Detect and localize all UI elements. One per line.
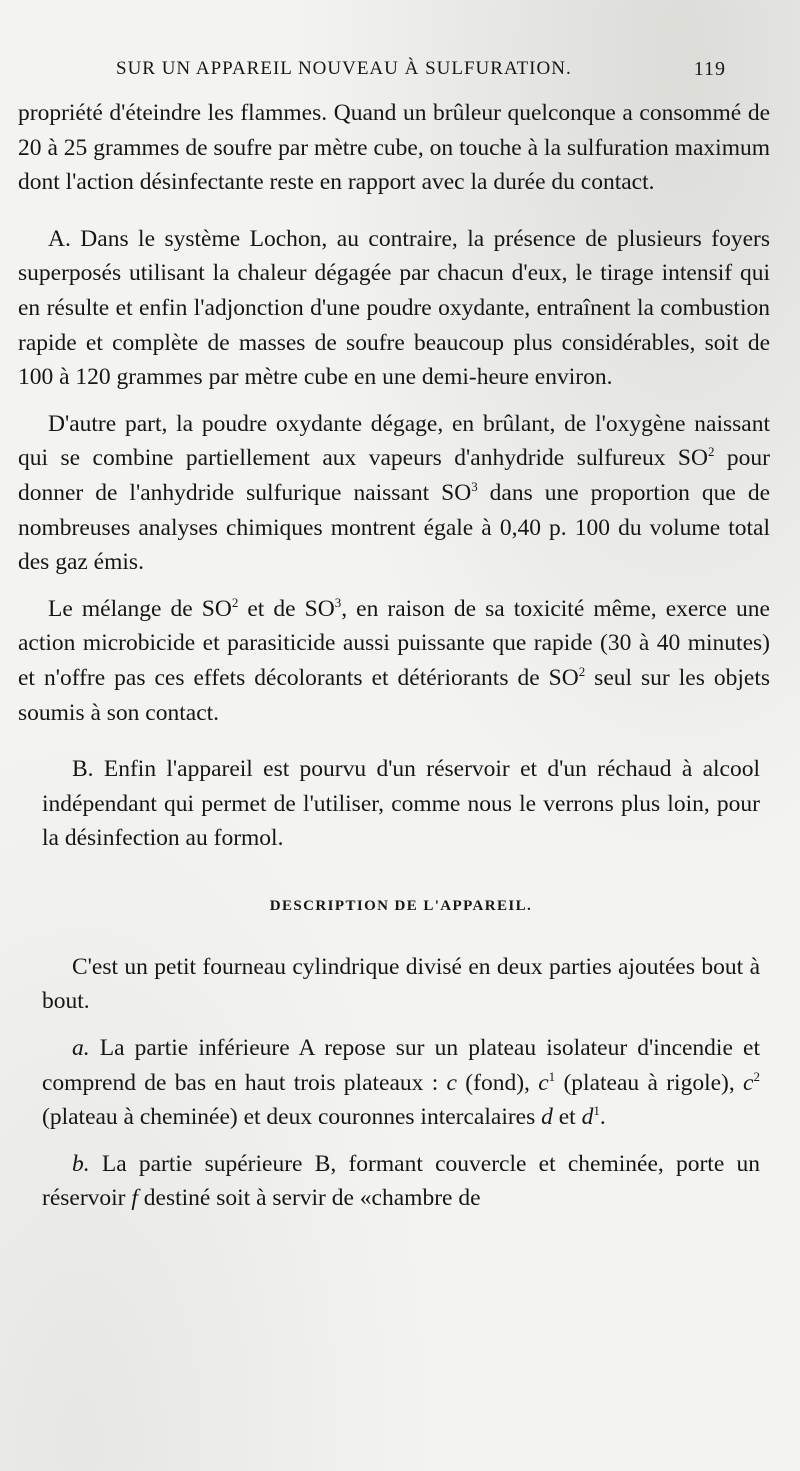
variable: f [131, 1185, 138, 1212]
text-run: et de SO [238, 595, 335, 622]
running-title: SUR UN APPAREIL NOUVEAU À SULFURATION. [116, 58, 572, 79]
lower-text-block [18, 752, 770, 1216]
text-run: pour donner de l'anhydride sulfurique naissant SO [18, 445, 770, 506]
body-text [18, 96, 770, 1216]
superscript: 3 [471, 479, 478, 495]
text-run: dans une proportion que de nombreuses analyses chimiques montrent égale à 0,40 p. 100 du volume total des gaz émis. [18, 479, 770, 576]
variable: c [446, 1069, 457, 1096]
section-title: DESCRIPTION DE L'APPAREIL. [269, 897, 533, 914]
paragraph-oxidizing-powder [18, 407, 770, 580]
text-run: et [552, 1104, 582, 1131]
superscript: 3 [334, 594, 342, 610]
paragraph-continuation: propriété d'éteindre les flammes. Quand un brûleur quelconque a consommé de 20 à 25 grammes de soufre par mètre cube, on touche à la sulfuration maximum dont l'action désinfectante reste en rapport avec la durée du contact. [18, 100, 770, 196]
text-run: (plateau à cheminée) et deux couronnes intercalaires [42, 1104, 542, 1131]
text-run: Le mélange de SO [48, 595, 232, 622]
superscript: 1 [548, 1068, 556, 1084]
paragraph-upper-part [42, 1147, 760, 1216]
variable: c [538, 1069, 549, 1096]
text-run: La partie supérieure B, formant couvercle et cheminée, porte un réservoir [42, 1150, 760, 1212]
superscript: 2 [578, 664, 586, 680]
variable: d [541, 1104, 553, 1131]
paragraph-lower-part [42, 1031, 760, 1135]
paragraph-b-reservoir: B. Enfin l'appareil est pourvu d'un réservoir et d'un réchaud à alcool indépendant qui permet de l'utiliser, comme nous le verrons plus loin, pour la désinfection au formol. [42, 756, 760, 852]
item-label: a. [72, 1035, 90, 1062]
page-header [116, 58, 726, 88]
superscript: 2 [753, 1068, 760, 1084]
text-run: (plateau à rigole), [555, 1069, 744, 1096]
variable: c [743, 1069, 754, 1096]
text-run: (fond), [456, 1069, 539, 1096]
text-run: La partie inférieure A repose sur un plateau isolateur d'incendie et comprend de bas en haut trois plateaux : [42, 1035, 760, 1096]
item-label: b. [72, 1150, 90, 1177]
text-run: destiné soit à servir de «chambre de [137, 1185, 481, 1212]
variable: d [581, 1104, 594, 1131]
paragraph-mixture [18, 592, 770, 730]
superscript: 2 [707, 444, 715, 460]
paragraph-a-lochon-system: A. Dans le système Lochon, au contraire, la présence de plusieurs foyers superposés utilisant la chaleur dégagée par chacun d'eux, le tirage intensif qui en résulte et enfin l'adjonction d'une poudre oxydante, entraînent la combustion rapide et complète de masses de soufre beaucoup plus considérables, soit de 100 à 120 grammes par mètre cube en une demi-heure environ. [18, 225, 770, 391]
superscript: 1 [593, 1103, 600, 1119]
text-run: , en raison de sa toxicité même, exerce une action microbicide et parasiticide aussi puissante que rapide (30 à 40 minutes) et n'offre pas ces effets décolorants et détériorants de SO [18, 595, 770, 691]
superscript: 2 [231, 594, 239, 610]
text-run: seul sur les objets soumis à son contact. [18, 664, 770, 726]
paragraph-description: C'est un petit fourneau cylindrique divisé en deux parties ajoutées bout à bout. [42, 953, 760, 1015]
text-run: . [599, 1104, 606, 1131]
page-number: 119 [693, 58, 726, 80]
text-run: D'autre part, la poudre oxydante dégage, en brûlant, de l'oxygène naissant qui se combine partiellement aux vapeurs d'anhydride sulfureux SO [18, 410, 770, 472]
